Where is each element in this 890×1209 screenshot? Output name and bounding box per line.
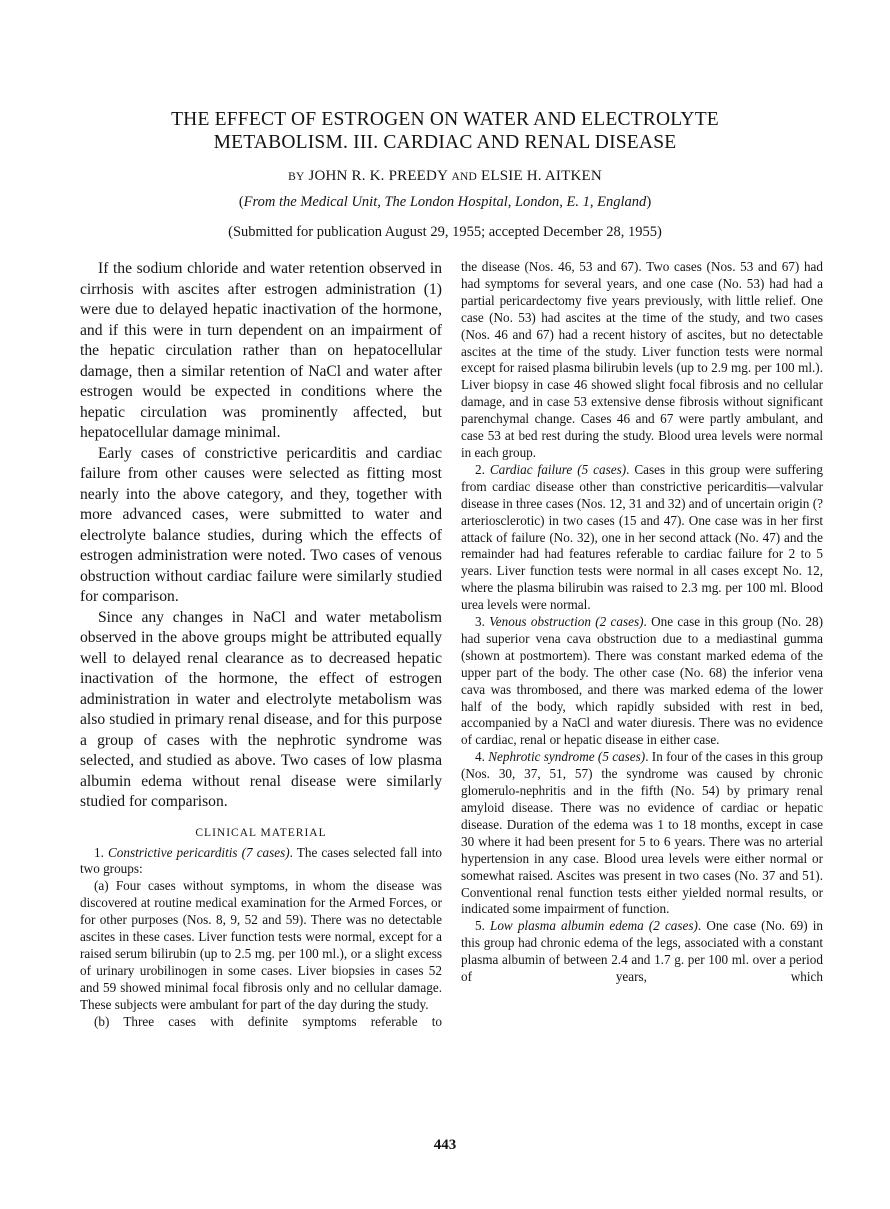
left-column [80,259,442,1030]
submission-dates: (Submitted for publication August 29, 1955; accepted December 28, 1955) [228,224,662,240]
group4-paragraph [461,749,823,918]
group-name: Cardiac failure [489,461,573,477]
clinical-material-right [461,259,823,986]
group-number: 1. [94,844,104,860]
group-number: 2. [475,461,485,477]
group1b-continued: the disease (Nos. 46, 53 and 67). Two cases (Nos. 53 and 67) had had symptoms for several years, and one case (No. 53) had had a partial pericardectomy five years previously, with little relief. One case (No. 53) had ascites at the time of the study, and two cases (Nos. 46 and 67) had a recent history of ascites, but no detectable ascites at the time of the study. Liver function tests were normal except for raised plasma bilirubin levels (up to 2.9 mg. per 100 ml.). Liver biopsy in case 46 showed slight focal fibrosis and no cellular damage, and in case 53 extensive dense fibrosis without significant parenchymal change. Cases 46 and 67 were partly ambulant, and case 53 at bed rest during the study. Blood urea levels were normal in each group. [461,259,823,460]
group-text: . In four of the cases in this group (Nos. 30, 37, 51, 57) the syndrome was caused by chronic glomerulo-nephritis and in the fifth (No. 54) by primary renal amyloid disease. There was no evidence of cardiac or hepatic disease. Duration of the edema was 1 to 18 months, except in case 30 where it had been present for 5 to 6 years. There was no arterial hypertension in any case. Blood urea levels were either normal or somewhat raised. Ascites was present in two cases (No. 37 and 51). Conventional renal function tests either yielded normal results, or indicated some impairment of function. [461,749,824,917]
intro-paragraph: If the sodium chloride and water retention observed in cirrhosis with ascites after estrogen administration (1) were due to delayed hepatic inactivation of the hormone, and if this were in turn dependent on an impairment of the hepatic circulation rather than on hepatocellular damage, then a similar retention of NaCl and water after estrogen would be expected in conditions where the hepatic circulation was prominently affected, but hepatocellular damage minimal. [80,260,442,441]
by-label: BY [288,171,305,183]
paren-open: ( [238,194,244,210]
intro-paragraph: Early cases of constrictive pericarditis and cardiac failure from other causes were selected as fitting most nearly into the above category, and they, together with more advanced cases, were submitted to water and electrolyte balance studies, during which the effects of estrogen administration were noted. Two cases of venous obstruction without cardiac failure were similarly studied for comparison. [80,444,442,605]
author-aitken: ELSIE H. AITKEN [480,168,602,184]
and-label: AND [451,171,478,183]
group-text: . One case (No. 69) in this group had chronic edema of the legs, associated with a constant plasma albumin of between 2.4 and 1.7 g. per 100 ml. over a period of years, which [461,918,824,985]
group-name: Low plasma albumin edema [490,918,644,934]
group5-paragraph [461,918,823,986]
group3-paragraph [461,614,823,749]
clinical-material-left [80,845,442,1031]
group-text: . The cases selected fall into two groups: [80,844,442,877]
group-name: Nephrotic syndrome [488,749,595,765]
group-count: (2 cases) [595,614,644,630]
group-name: Venous obstruction [489,614,591,630]
group-count: (5 cases) [577,461,627,477]
group2-paragraph [461,462,823,614]
group-text: . Cases in this group were suffering from cardiac disease other than constrictive pericarditis—valvular disease in three cases (Nos. 12, 31 and 32) and of uncertain origin (?arteriosclerotic) in two cases (15 and 47). One case was in her first attack of failure (No. 32), one in her second attack (No. 47) and the remainder had had features referable to cardiac failure for 2 to 5 years. Liver function tests were normal in all cases except No. 12, where the plasma bilirubin was raised to 2.3 mg. per 100 ml. Blood urea levels were normal. [461,461,823,613]
affiliation-text: From the Medical Unit, The London Hospital, London, E. 1, England [243,194,647,210]
group-count: (2 cases) [648,918,698,934]
affiliation [0,194,890,211]
group-count: (7 cases) [241,844,290,860]
author-line [0,168,890,185]
group-text: . One case in this group (No. 28) had superior vena cava obstruction due to a mediastinal gumma (shown at postmortem). There was constant marked edema of the upper part of the body. The other case (No. 68) the inferior vena cava was thrombosed, and there was marked edema of the lower half of the body, which rapidly subsided with rest in bed, accompanied by a NaCl and water diuresis. There was no evidence of cardiac, renal or hepatic disease in either case. [461,614,824,748]
author-preedy: JOHN R. K. PREEDY [308,168,448,184]
group1-paragraph [80,845,442,879]
group-count: (5 cases) [597,749,646,765]
group-number: 4. [475,749,485,765]
group1b-paragraph: (b) Three cases with definite symptoms referable to [94,1013,442,1029]
article-header [0,108,890,241]
section-heading-clinical-material: CLINICAL MATERIAL [195,826,327,839]
group-number: 3. [475,614,485,630]
article-title: THE EFFECT OF ESTROGEN ON WATER AND ELECTROLYTE METABOLISM. III. CARDIAC AND RENAL DISEASE [171,109,719,153]
page-number: 443 [433,1137,457,1153]
introduction [80,259,442,813]
intro-paragraph: Since any changes in NaCl and water metabolism observed in the above groups might be attributed equally well to delayed renal clearance as to decreased hepatic inactivation of the hormone, the effect of estrogen administration in water and electrolyte metabolism was also studied in primary renal disease, and for this purpose a group of cases with the nephrotic syndrome was selected, and studied as above. Two cases of low plasma albumin edema without renal disease were similarly studied for comparison. [80,608,442,810]
group1a-paragraph: (a) Four cases without symptoms, in whom the disease was discovered at routine medical examination for the Armed Forces, or for other purposes (Nos. 8, 9, 52 and 59). There was no detectable ascites in these cases. Liver function tests were normal, except for a raised serum bilirubin (up to 2.5 mg. per 100 ml.), or a slight excess of urinary urobilinogen in some cases. Liver biopsies in cases 52 and 59 showed minimal focal fibrosis only and no cellular damage. These subjects were ambulant for part of the day during the study. [80,878,442,1012]
group-name: Constrictive pericarditis [107,844,238,860]
group-number: 5. [475,918,485,934]
paren-close: ) [646,194,652,210]
right-column [461,259,823,986]
